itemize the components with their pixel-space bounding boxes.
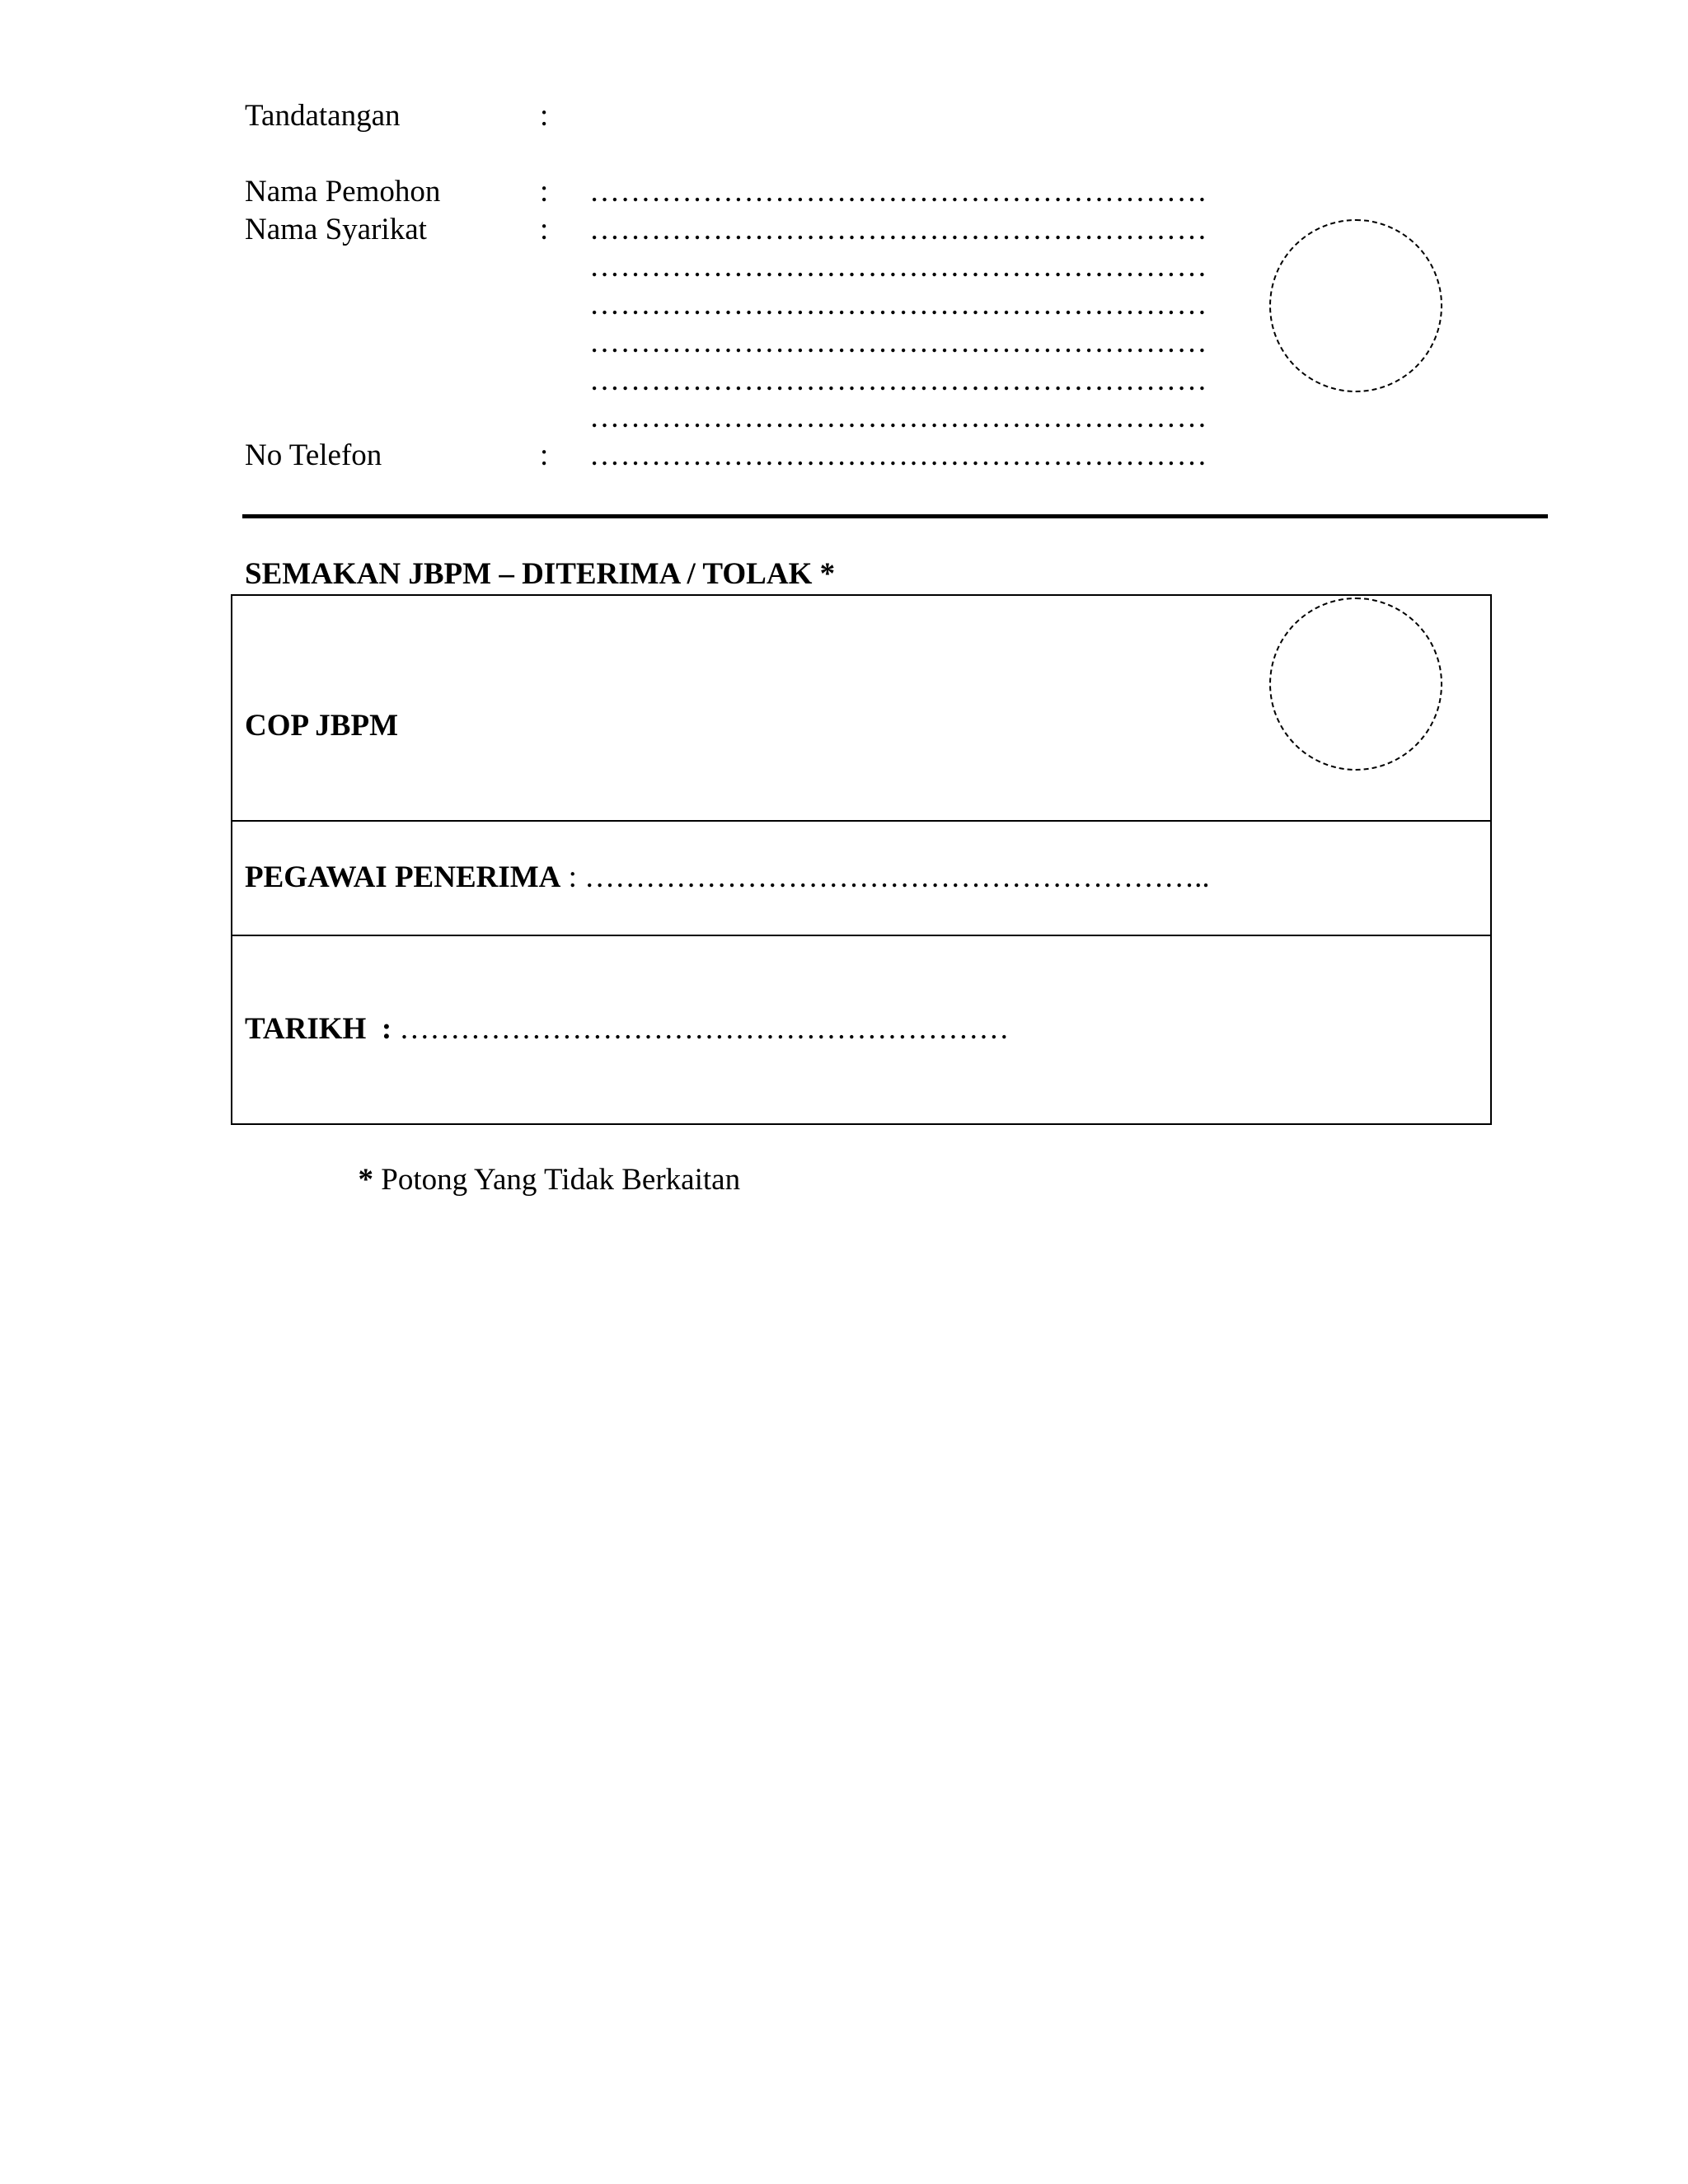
receiving-officer-sep: : [560,860,585,894]
footnote-asterisk: * [358,1163,373,1197]
company-name-line-6[interactable]: …………………………………………………… [589,401,1207,434]
phone-colon: : [540,438,549,472]
company-name-line-2[interactable]: …………………………………………………… [589,250,1207,284]
company-name-line-3[interactable]: …………………………………………………… [589,288,1207,321]
applicant-name-colon: : [540,175,549,209]
company-name-line-5[interactable]: …………………………………………………… [589,363,1207,397]
section-divider [242,514,1548,518]
company-name-label: Nama Syarikat [245,213,427,246]
phone-field[interactable]: …………………………………………………… [589,438,1207,472]
footnote [343,1126,740,1198]
footnote-text: Potong Yang Tidak Berkaitan [373,1163,741,1197]
jbpm-stamp-label: COP JBPM [245,709,399,743]
receiving-officer-label: PEGAWAI PENERIMA [245,860,561,894]
date-field[interactable]: …………………………………………………… [392,1012,1010,1046]
receiving-officer-field[interactable]: …………………………………………………….. [584,860,1210,894]
row-divider-1 [232,820,1490,822]
company-stamp-circle [1269,219,1442,392]
phone-label: No Telefon [245,438,382,472]
company-name-line-1[interactable]: …………………………………………………… [589,213,1207,246]
row-divider-2 [232,935,1490,936]
applicant-name-field[interactable]: …………………………………………………… [589,175,1207,209]
company-name-colon: : [540,213,549,246]
date-label: TARIKH : [245,1012,392,1046]
signature-colon: : [540,99,549,133]
applicant-name-label: Nama Pemohon [245,175,441,209]
company-name-line-4[interactable]: …………………………………………………… [589,326,1207,359]
jbpm-stamp-circle [1269,598,1442,771]
signature-label: Tandatangan [245,99,401,133]
date-row [245,1011,1009,1047]
jbpm-check-heading: SEMAKAN JBPM – DITERIMA / TOLAK * [245,557,836,591]
receiving-officer-row [245,860,1210,896]
